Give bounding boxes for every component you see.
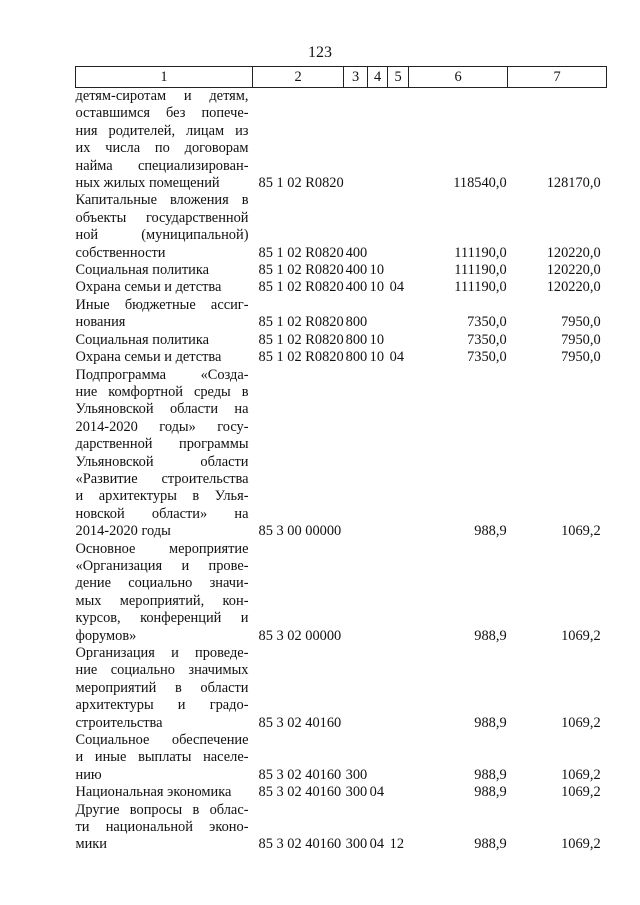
row-c3: 300	[345, 836, 368, 853]
row-name-line: Организация и проведе-	[75, 645, 249, 661]
row-name-line: объекты государственной	[75, 209, 249, 226]
row-name	[76, 367, 253, 541]
row-c5	[388, 732, 409, 784]
row-c3: 400	[345, 262, 368, 279]
row-value-2014: 7350,0	[467, 349, 507, 366]
row-name	[76, 732, 253, 784]
row-c5	[388, 192, 409, 262]
row-name-line: и иные выплаты населе-	[75, 749, 249, 766]
row-c5: 04	[389, 279, 405, 296]
row-value-2015: 120220,0	[546, 244, 601, 261]
table-row	[76, 802, 607, 854]
row-name-line: ния родителей, лицам из	[75, 122, 249, 139]
row-c3: 800	[345, 349, 368, 366]
row-name-line: найма специализирован-	[75, 157, 249, 174]
row-value-2014: 988,9	[474, 836, 507, 853]
table-row	[76, 88, 607, 193]
row-name-line: Охрана семьи и детства	[75, 279, 222, 296]
row-c4: 10	[369, 331, 385, 348]
table-row	[76, 349, 607, 366]
row-value-2015: 128170,0	[546, 175, 601, 192]
row-name	[76, 297, 253, 332]
table-row	[76, 732, 607, 784]
row-c4	[368, 645, 388, 732]
row-value-2014: 118540,0	[453, 175, 507, 192]
row-code: 85 3 02 40160	[258, 714, 342, 731]
row-value-2014: 7350,0	[467, 314, 507, 331]
row-c4	[368, 88, 388, 193]
row-name-line: их числа по договорам	[75, 140, 249, 157]
row-c4: 10	[369, 262, 385, 279]
row-value-2015: 1069,2	[561, 784, 601, 801]
row-name	[76, 88, 253, 193]
row-c5	[388, 332, 409, 349]
row-name-line: ных жилых помещений	[75, 175, 220, 192]
row-value-2015: 120220,0	[546, 262, 601, 279]
row-value-2015: 120220,0	[546, 279, 601, 296]
row-name-line: 2014-2020 годы	[75, 523, 171, 540]
row-value-2014: 111190,0	[454, 262, 507, 279]
row-name-line: собственности	[75, 244, 166, 261]
row-value-2014: 988,9	[474, 627, 507, 644]
row-name-line: ние комфортной среды в	[75, 383, 249, 400]
row-name	[76, 645, 253, 732]
row-name-line: Национальная экономика	[75, 784, 232, 801]
row-name-line: Охрана семьи и детства	[75, 349, 222, 366]
row-name-line: Ульяновской области на	[75, 401, 249, 418]
row-c5	[388, 541, 409, 645]
row-name-line: Капитальные вложения в	[75, 192, 249, 209]
row-name-line: дарственной программы	[75, 436, 249, 453]
column-header: 2	[253, 67, 344, 88]
row-c4: 04	[369, 784, 385, 801]
table-row	[76, 297, 607, 332]
row-name	[76, 784, 253, 801]
row-code: 85 3 00 00000	[258, 523, 342, 540]
row-value-2015: 1069,2	[561, 627, 601, 644]
row-value-2015: 1069,2	[561, 766, 601, 783]
row-value-2015: 7950,0	[561, 331, 601, 348]
row-name-line: Социальное обеспечение	[75, 732, 249, 749]
row-value-2014: 7350,0	[467, 331, 507, 348]
row-name-line: курсов, конференций и	[75, 610, 249, 627]
row-name-line: Другие вопросы в облас-	[75, 801, 249, 818]
row-c5	[388, 784, 409, 801]
row-code: 85 3 02 40160	[258, 784, 342, 801]
row-c5	[388, 367, 409, 541]
row-value-2014: 111190,0	[454, 244, 507, 261]
row-code: 85 1 02 R0820	[258, 349, 344, 366]
table-row	[76, 541, 607, 645]
table-row	[76, 192, 607, 262]
row-name-line: архитектуры и градо-	[75, 697, 249, 714]
row-code: 85 1 02 R0820	[258, 244, 344, 261]
row-name-line: мики	[75, 836, 108, 853]
row-c5	[388, 645, 409, 732]
table-row	[76, 279, 607, 296]
row-c5	[388, 88, 409, 193]
row-name-line: ние социально значимых	[75, 662, 249, 679]
row-code: 85 3 02 40160	[258, 836, 342, 853]
table-row	[76, 784, 607, 801]
column-number-header	[76, 67, 607, 88]
row-name-line: нования	[75, 314, 126, 331]
table-row	[76, 645, 607, 732]
row-name	[76, 802, 253, 854]
row-name	[76, 192, 253, 262]
row-name-line: нию	[75, 766, 102, 783]
row-c3: 800	[345, 331, 368, 348]
row-c4	[368, 192, 388, 262]
row-c4	[368, 732, 388, 784]
column-header: 7	[508, 67, 607, 88]
row-c4	[368, 367, 388, 541]
row-name-line: Социальная политика	[75, 331, 209, 348]
row-c5	[388, 262, 409, 279]
column-header: 5	[388, 67, 409, 88]
row-c4: 04	[369, 836, 385, 853]
row-name-line: мероприятий в области	[75, 679, 249, 696]
row-value-2014: 988,9	[474, 523, 507, 540]
row-name-line: форумов»	[75, 627, 137, 644]
row-c3: 300	[345, 766, 368, 783]
row-c3	[344, 541, 368, 645]
row-value-2014: 988,9	[474, 766, 507, 783]
row-name-line: оставшимся без попече-	[75, 105, 249, 122]
row-name	[76, 541, 253, 645]
page-number: 123	[308, 44, 332, 61]
row-name-line: «Развитие строительства	[75, 470, 249, 487]
row-c3	[344, 367, 368, 541]
row-c4: 10	[369, 349, 385, 366]
row-name-line: дение социально значи-	[75, 575, 249, 592]
budget-table	[75, 66, 607, 854]
row-code: 85 1 02 R0820	[258, 279, 344, 296]
row-c3	[344, 645, 368, 732]
table-row	[76, 262, 607, 279]
row-name	[76, 279, 253, 296]
row-code: 85 1 02 R0820	[258, 331, 344, 348]
row-c5	[388, 297, 409, 332]
row-name	[76, 332, 253, 349]
row-value-2014: 111190,0	[454, 279, 507, 296]
row-c3: 300	[345, 784, 368, 801]
row-value-2014: 988,9	[474, 784, 507, 801]
row-c3: 400	[345, 279, 368, 296]
row-code: 85 1 02 R0820	[258, 314, 344, 331]
table-row	[76, 332, 607, 349]
row-name-line: ной (муниципальной)	[75, 227, 249, 244]
row-code: 85 1 02 R0820	[258, 262, 344, 279]
row-c5: 12	[389, 836, 405, 853]
row-c4	[368, 541, 388, 645]
row-code: 85 3 02 40160	[258, 766, 342, 783]
row-name-line: Иные бюджетные ассиг-	[75, 296, 249, 313]
row-value-2015: 1069,2	[561, 714, 601, 731]
table-row	[76, 367, 607, 541]
row-c3: 800	[345, 314, 368, 331]
row-name	[76, 262, 253, 279]
column-header: 6	[409, 67, 508, 88]
row-name-line: новской области» на	[75, 505, 249, 522]
row-name	[76, 349, 253, 366]
row-code: 85 1 02 R0820	[258, 175, 344, 192]
row-name-line: ти национальной эконо-	[75, 819, 249, 836]
row-name-line: строительства	[75, 714, 163, 731]
row-name-line: Ульяновской области	[75, 453, 249, 470]
row-name-line: Подпрограмма «Созда-	[75, 366, 249, 383]
row-value-2015: 7950,0	[561, 349, 601, 366]
row-name-line: «Организация и прове-	[75, 557, 249, 574]
row-c3: 400	[345, 244, 368, 261]
column-header: 4	[368, 67, 388, 88]
row-value-2014: 988,9	[474, 714, 507, 731]
row-name-line: 2014-2020 годы» госу-	[75, 418, 249, 435]
row-name-line: Основное мероприятие	[75, 540, 249, 557]
row-name-line: детям-сиротам и детям,	[75, 88, 249, 104]
column-header: 3	[344, 67, 368, 88]
row-value-2015: 1069,2	[561, 523, 601, 540]
row-code: 85 3 02 00000	[258, 627, 342, 644]
row-name-line: и архитектуры в Улья-	[75, 488, 249, 505]
column-header: 1	[76, 67, 253, 88]
row-value-2015: 1069,2	[561, 836, 601, 853]
row-name-line: Социальная политика	[75, 262, 209, 279]
row-value-2015: 7950,0	[561, 314, 601, 331]
row-c3	[344, 88, 368, 193]
row-name-line: мых мероприятий, кон-	[75, 592, 249, 609]
row-c4	[368, 297, 388, 332]
row-c5: 04	[389, 349, 405, 366]
row-c4: 10	[369, 279, 385, 296]
